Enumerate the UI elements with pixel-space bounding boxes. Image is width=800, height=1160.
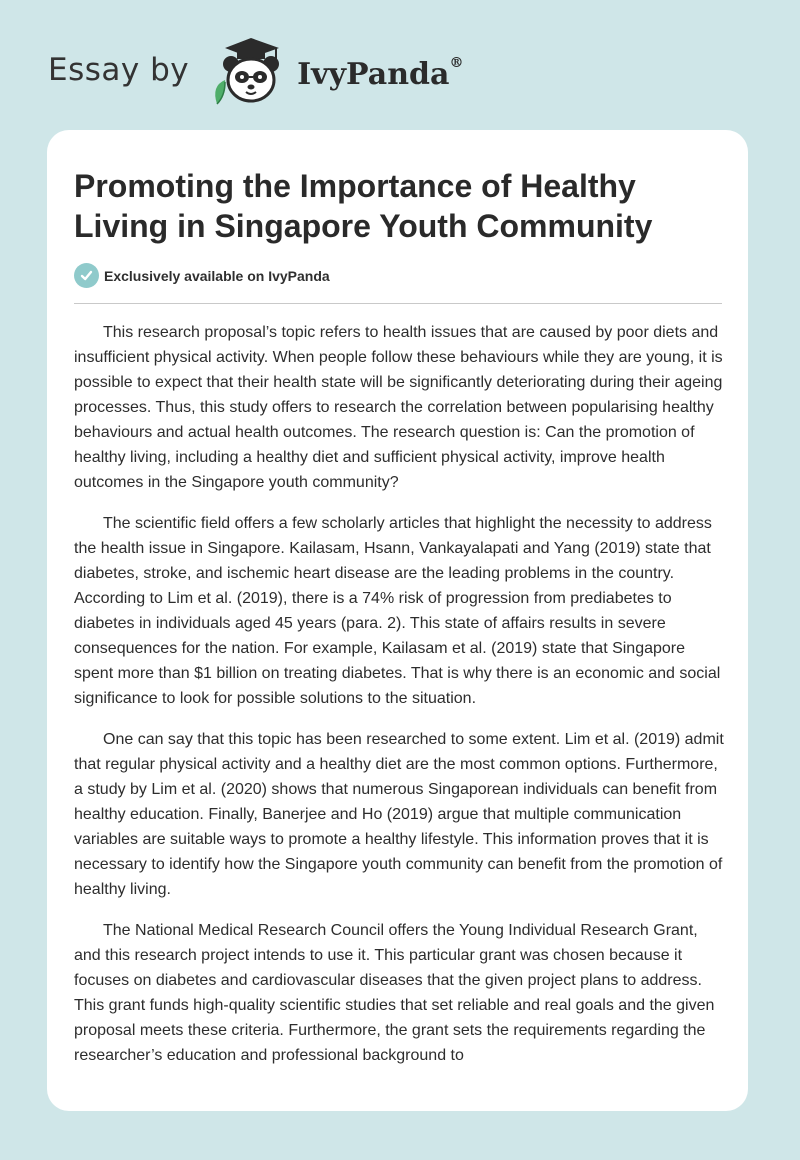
site-header [48,34,463,106]
divider [74,303,722,304]
essay-body [74,320,726,1084]
paragraph: The scientific field offers a few scholarly articles that highlight the necessity to address the health issue in Singapore. Kailasam, Hsann, Vankayalapati and Yang (2019) state that diabetes, stroke, and ischemic heart disease are the leading problems in the country. According to Lim et al. (2019), there is a 74% risk of progression from prediabetes to diabetes in individuals aged 45 years (para. 2). This state of affairs results in severe consequences for the nation. For example, Kailasam et al. (2019) state that Singapore spent more than $1 billion on treating diabetes. That is why there is an economic and social significance to look for possible solutions to the situation. [74,515,721,707]
essay-title: Promoting the Importance of Healthy Living in Singapore Youth Community [74,168,653,244]
brand-name: IvyPanda® [297,54,464,92]
essay-by-label: Essay by [48,52,190,88]
paragraph: One can say that this topic has been researched to some extent. Lim et al. (2019) admit that regular physical activity and a healthy diet are the most common options. Furthermore, a study by Lim et al. (2020) shows that numerous Singaporean individuals can benefit from healthy education. Finally, Banerjee and Ho (2019) argue that multiple communication variables are suitable ways to promote a healthy lifestyle. This information proves that it is necessary to identify how the Singapore youth community can benefit from the promotion of healthy living. [74,731,724,898]
essay-card [47,130,748,1111]
paragraph: This research proposal’s topic refers to health issues that are caused by poor diets and insufficient physical activity. When people follow these behaviours while they are young, it is possible to expect that their health state will be significantly deteriorating during their ageing processes. Thus, this study offers to research the correlation between popularising healthy behaviours and actual health outcomes. The research question is: Can the promotion of healthy living, including a healthy diet and sufficient physical activity, improve health outcomes in the Singapore youth community? [74,324,723,491]
exclusive-label: Exclusively available on IvyPanda [104,267,330,284]
paragraph: The National Medical Research Council offers the Young Individual Research Grant, and this research project intends to use it. This particular grant was chosen because it focuses on diabetes and cardiovascular diseases that the given project plans to address. This grant funds high-quality scientific studies that set reliable and real goals and the given proposal meets these criteria. Furthermore, the grant sets the requirements regarding the researcher’s education and professional background to [74,922,715,1064]
check-icon [74,263,99,288]
exclusive-badge [74,263,330,288]
panda-graduate-icon [203,34,295,110]
